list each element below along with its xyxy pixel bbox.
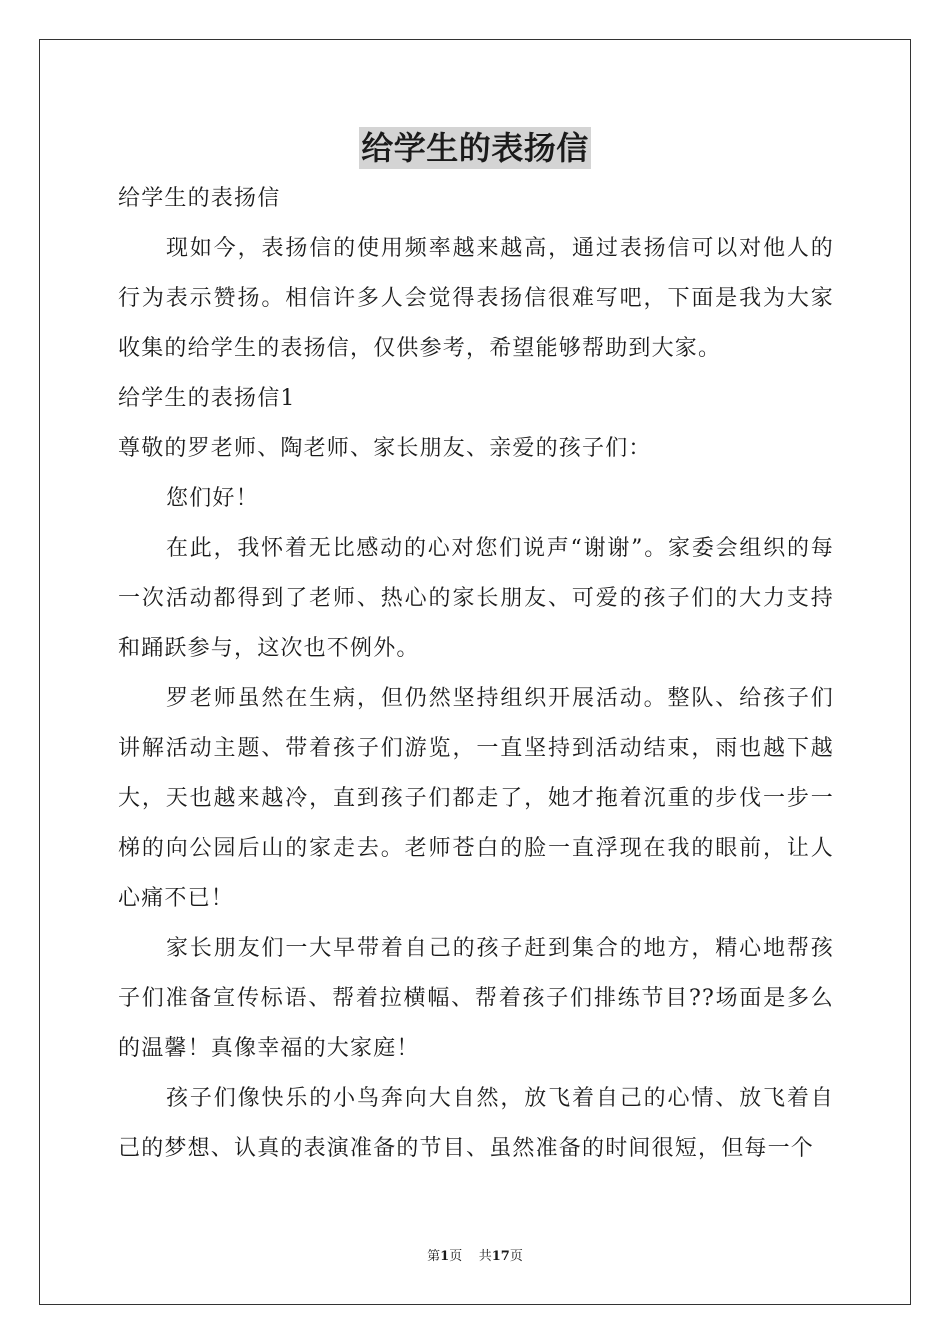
page-prefix: 第	[427, 1249, 441, 1264]
document-body	[118, 174, 834, 1174]
greeting: 您们好！	[166, 486, 259, 511]
body-paragraph: 孩子们像快乐的小鸟奔向大自然，放飞着自己的心情、放飞着自己的梦想、认真的表演准备的节目、虽然准备的时间很短，但每一个	[118, 1086, 834, 1161]
body-paragraph: 罗老师虽然在生病，但仍然坚持组织开展活动。整队、给孩子们讲解活动主题、带着孩子们游览，一直坚持到活动结束，雨也越下越大，天也越来越冷，直到孩子们都走了，她才拖着沉重的步伐一步一梯的向公园后山的家走去。老师苍白的脸一直浮现在我的眼前，让人心痛不已！	[118, 686, 834, 911]
body-paragraph: 家长朋友们一大早带着自己的孩子赶到集合的地方，精心地帮孩子们准备宣传标语、帮着拉横幅、帮着孩子们排练节目??场面是多么的温馨！真像幸福的大家庭！	[118, 936, 834, 1061]
page-footer	[0, 1249, 950, 1265]
total-pages: 17	[491, 1249, 510, 1264]
total-prefix: 共	[478, 1249, 492, 1264]
page-suffix: 页	[449, 1249, 463, 1264]
salutation: 尊敬的罗老师、陶老师、家长朋友、亲爱的孩子们：	[118, 436, 652, 461]
title-container	[0, 127, 950, 169]
total-suffix: 页	[509, 1249, 523, 1264]
section-heading: 给学生的表扬信1	[118, 386, 296, 411]
document-title: 给学生的表扬信	[361, 129, 589, 167]
intro-paragraph: 现如今，表扬信的使用频率越来越高，通过表扬信可以对他人的行为表示赞扬。相信许多人会觉得表扬信很难写吧，下面是我为大家收集的给学生的表扬信，仅供参考，希望能够帮助到大家。	[118, 236, 834, 361]
page-number: 1	[440, 1249, 450, 1264]
document-subtitle: 给学生的表扬信	[118, 186, 281, 211]
body-paragraph: 在此，我怀着无比感动的心对您们说声“谢谢”。家委会组织的每一次活动都得到了老师、热心的家长朋友、可爱的孩子们的大力支持和踊跃参与，这次也不例外。	[118, 536, 834, 661]
